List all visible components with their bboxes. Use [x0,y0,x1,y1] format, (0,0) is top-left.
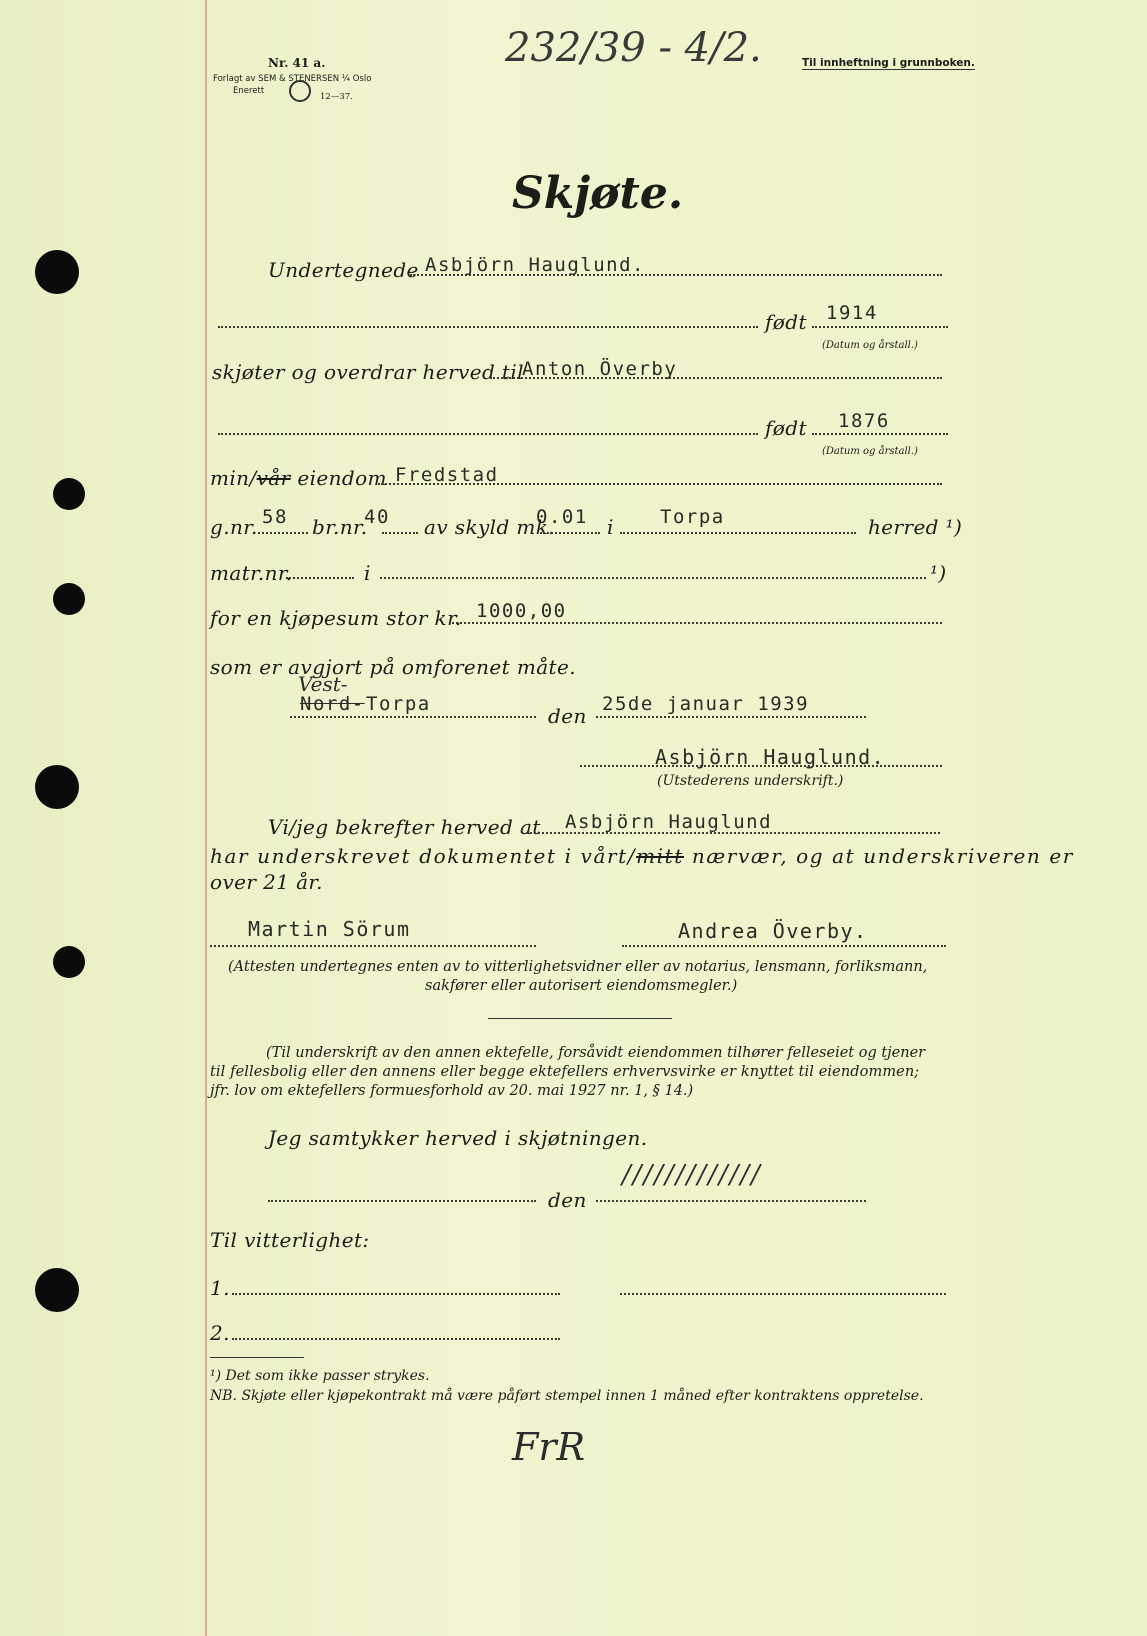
handwritten-reference: 232/39 - 4/2. [505,25,762,71]
margin-line [205,0,207,1636]
den-label: den [548,704,587,728]
property-label: min/vår eiendom [210,466,387,490]
spouse-den-label: den [548,1188,587,1212]
punch-hole [35,1268,79,1312]
footnote-1: ¹) Det som ikke passer strykes. [210,1368,430,1384]
issuer-caption: (Utstederens underskrift.) [657,773,844,789]
punch-hole [35,250,79,294]
seller-born-year: 1914 [826,302,878,324]
agreement-text: som er avgjort på omforenet måte. [210,655,576,679]
gnr-label: g.nr. [210,515,258,539]
i-label: i [607,515,614,539]
buyer-name: Anton Överby [522,358,678,380]
crossed-out-date: ///////////// [622,1160,762,1190]
bnr-label: br.nr. [312,515,368,539]
witness-number-1: 1. [210,1276,230,1300]
attested-signer: Asbjörn Hauglund [565,811,773,833]
buyer-born-year: 1876 [838,410,890,432]
punch-hole [35,765,79,809]
attestation-line3: over 21 år. [210,870,323,894]
skyld-label: av skyld mk. [424,515,556,539]
attestation-note-1: (Attesten undertegnes enten av to vitterlighetsvidner eller av notarius, lensmann, forliksmann, [228,959,928,975]
punch-hole [53,583,85,615]
punch-hole [53,478,85,510]
skyld-value: 0.01 [536,506,588,528]
bnr-value: 40 [364,506,390,528]
publisher-line: Forlagt av SEM & STENERSEN ¼ Oslo [213,74,372,84]
attestation-line2: har underskrevet dokumentet i vårt/mitt nærvær, og at underskriveren er [210,844,1074,868]
date-hint: (Datum og årstall.) [822,446,918,457]
footnote-nb: NB. Skjøte eller kjøpekontrakt må være påført stempel innen 1 måned efter kontraktens oppretelse. [210,1388,924,1404]
price-amount: 1000,00 [476,600,567,622]
witness-1-signature: Martin Sörum [248,917,411,941]
form-number: Nr. 41 a. [268,56,326,70]
publisher-enerett: Enerett [233,86,265,96]
herred-value: Torpa [660,506,725,528]
herred-label: herred ¹) [868,515,963,539]
date-hint: (Datum og årstall.) [822,340,918,351]
gnr-value: 58 [262,506,288,528]
issuer-signature: Asbjörn Hauglund. [655,745,886,769]
witness-section-label: Til vitterlighet: [210,1228,370,1252]
matr-note: ¹) [930,561,947,585]
property-name: Fredstad [395,464,499,486]
punch-hole [53,946,85,978]
contract-date: 25de januar 1939 [602,693,810,715]
print-date: 12—37. [320,92,353,102]
buyer-born-label: født [765,416,807,440]
spouse-note-2: til fellesbolig eller den annens eller begge ektefellers erhvervsvirke er knyttet til eiendommen; [210,1064,920,1080]
footnote-divider [210,1357,304,1358]
attestation-note-2: sakfører eller autorisert eiendomsmegler.) [425,978,738,994]
place-struck: Nord- [300,693,365,715]
witness-number-2: 2. [210,1321,230,1345]
document-title: Skjøte. [512,168,684,219]
seller-born-label: født [765,310,807,334]
spouse-consent: Jeg samtykker herved i skjøtningen. [268,1126,648,1150]
filing-note: Til innheftning i grunnboken. [802,57,975,69]
section-divider [488,1018,672,1019]
seller-name: Asbjörn Hauglund. [425,254,645,276]
spouse-note-1: (Til underskrift av den annen ektefelle, forsåvidt eiendommen tilhører felleseiet og tjener [266,1045,926,1061]
place-name: Torpa [366,693,431,715]
place-added: Vest- [298,672,348,696]
price-label: for en kjøpesum stor kr. [210,606,462,630]
transfer-label: skjøter og overdrar herved til [212,360,524,384]
spouse-note-3: jfr. lov om ektefellers formuesforhold av 20. mai 1927 nr. 1, § 14.) [210,1083,694,1099]
seller-label: Undertegnede [268,258,419,282]
witness-2-signature: Andrea Överby. [678,919,868,943]
publisher-emblem [289,80,311,102]
matr-i: i [364,561,371,585]
attestation-line1: Vi/jeg bekrefter herved at [268,815,541,839]
matr-label: matr.nr. [210,561,293,585]
initials: FrR [512,1425,586,1469]
